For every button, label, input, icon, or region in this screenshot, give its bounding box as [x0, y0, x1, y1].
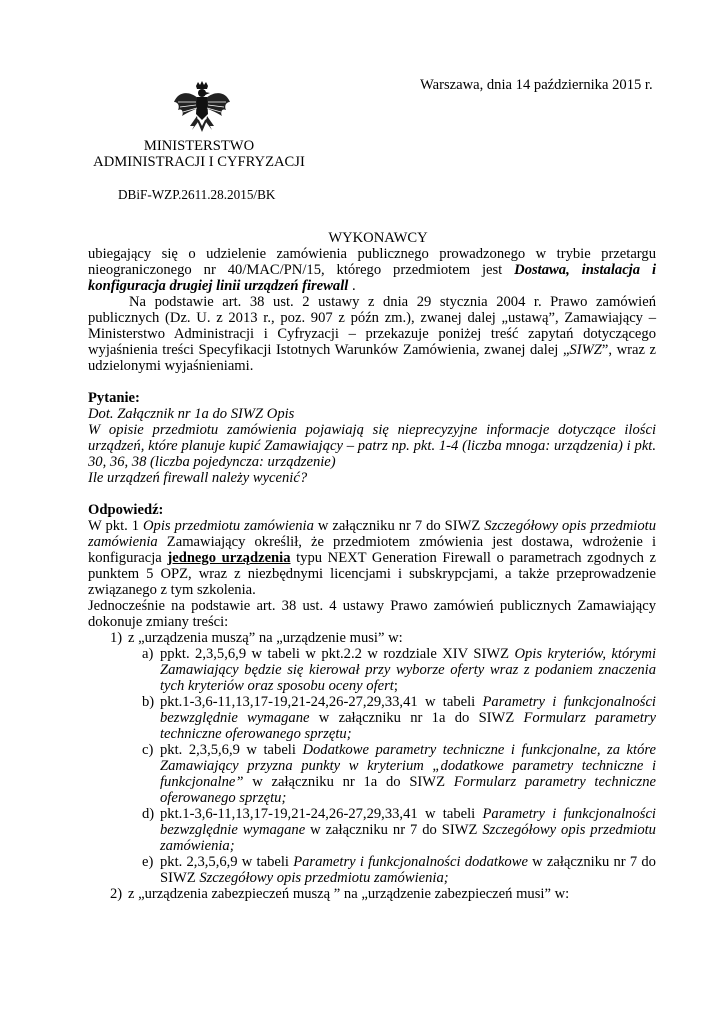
list-subitem-a: [88, 646, 656, 694]
list-subitem-c-text: [160, 742, 656, 806]
list-item-2-text: z „urządzenia zabezpieczeń muszą ” na „urządzenie zabezpieczeń musi” w:: [128, 886, 570, 902]
subitem-a-part1: ppkt. 2,3,5,6,9 w tabeli w pkt.2.2 w rozdziale XIV SIWZ: [160, 646, 515, 662]
subitem-e-part3: w załączniku nr 7 do SIWZ: [160, 854, 656, 886]
list-subitem-a-text: [160, 646, 656, 694]
subitem-d-part3: w załączniku nr 7 do SIWZ: [305, 822, 483, 838]
answer-paragraph-1: [88, 518, 656, 598]
list-subitem-b-text: [160, 694, 656, 742]
list-subitem-b-letter: b): [142, 694, 155, 710]
document-body: [88, 246, 656, 902]
subitem-b-part2: Parametry i funkcjonalności bezwzględnie wymagane: [160, 694, 656, 726]
subitem-c-part2: Dodatkowe parametry techniczne i funkcjonalne, za które Zamawiający przyzna punkty w kryterium „dodatkowe parametry techniczne i funkcjonalne”: [160, 742, 656, 790]
list-subitem-d: [88, 806, 656, 854]
intro-paragraph-2: [88, 294, 656, 374]
list-subitem-e: [88, 854, 656, 886]
intro-p2-siwz: SIWZ: [569, 342, 602, 358]
intro-paragraph-1: [88, 246, 656, 294]
subitem-a-part2: Opis kryteriów, którymi Zamawiający będzie się kierował przy wyborze oferty wraz z podaniem znaczenia tych kryteriów oraz sposobu oceny ofert: [160, 646, 656, 694]
list-subitem-c: [88, 742, 656, 806]
ministry-line-1: MINISTERSTWO: [143, 138, 255, 154]
subitem-c-part4: Formularz parametry techniczne oferowanego sprzętu;: [160, 774, 656, 806]
list-subitem-e-letter: e): [142, 854, 154, 870]
answer-a4: Szczegółowy opis przedmiotu zamówienia: [88, 518, 656, 550]
question-line-1: Dot. Załącznik nr 1a do SIWZ Opis: [88, 406, 295, 422]
question-line-3: Ile urządzeń firewall należy wycenić?: [88, 470, 308, 486]
answer-a5: Zamawiający określił, że przedmiotem zmówienia jest dostawa, wdrożenie i konfiguracja: [88, 534, 656, 566]
list-subitem-d-letter: d): [142, 806, 155, 822]
ministry-line-2: ADMINISTRACJI I CYFRYZACJI: [93, 154, 305, 170]
list-item-1-text: z „urządzenia muszą” na „urządzenie musi” w:: [128, 630, 403, 646]
answer-emphasis-one-device: jednego urządzenia: [167, 550, 291, 566]
list-item-2: [88, 886, 656, 902]
list-subitem-a-letter: a): [142, 646, 154, 662]
list-item-2-number: 2): [110, 886, 123, 902]
intro-p1-subject: Dostawa, instalacja i konfiguracja drugiej linii urządzeń firewall: [88, 262, 656, 294]
subitem-b-part4: Formularz parametry techniczne oferowanego sprzętu;: [160, 710, 657, 742]
document-date: Warszawa, dnia 14 października 2015 r.: [420, 77, 653, 93]
list-subitem-d-text: [160, 806, 656, 854]
list-subitem-b: [88, 694, 656, 742]
heading-wykonawcy: WYKONAWCY: [328, 230, 428, 246]
intro-p2-text: Na podstawie art. 38 ust. 2 ustawy z dnia 29 stycznia 2004 r. Prawo zamówień publicznych (Dz. U. z 2013 r., poz. 907 z późn zm.), zwanej dalej „ustawą”, Zamawiający – Ministerstwo Administracji i Cyfryzacji – przekazuje poniżej treść zapytań dotyczącego wyjaśnienia treści Specyfikacji Istotnych Warunków Zamówienia, zwanej dalej „: [88, 294, 656, 358]
subitem-c-part1: pkt. 2,3,5,6,9 w tabeli: [160, 742, 303, 758]
subitem-e-part2: Parametry i funkcjonalności dodatkowe: [293, 854, 528, 870]
intro-p1-text: ubiegający się o udzielenie zamówienia publicznego prowadzonego w trybie przetargu nieograniczonego nr 40/MAC/PN/15, którego przedmiotem jest: [88, 246, 656, 278]
intro-p2-end: ”, wraz z udzielonymi wyjaśnieniami.: [88, 342, 656, 374]
list-subitem-e-text: [160, 854, 656, 886]
list-subitem-c-letter: c): [142, 742, 154, 758]
list-item-1-number: 1): [110, 630, 123, 646]
question-line-2: W opisie przedmiotu zamówienia pojawiają się nieprecyzyjne informacje dotyczące ilości urządzeń, które planuje kupić Zamawiający – patrz np. pkt. 1-4 (liczba mnoga: urządzenia) i pkt. 30, 36, 38 (liczba pojedyncza: urządzenie): [88, 422, 656, 470]
subitem-d-part4: Szczegółowy opis przedmiotu zamówienia;: [160, 822, 656, 854]
subitem-d-part1: pkt.1-3,6-11,13,17-19,21-24,26-27,29,33,41 w tabeli: [160, 806, 483, 822]
subitem-a-part3: ;: [393, 678, 398, 694]
subitem-b-part3: w załączniku nr 1a do SIWZ: [309, 710, 524, 726]
subitem-b-part1: pkt.1-3,6-11,13,17-19,21-24,26-27,29,33,41 w tabeli: [160, 694, 483, 710]
list-item-1: [88, 630, 656, 646]
reference-number: DBiF-WZP.2611.28.2015/BK: [118, 187, 276, 202]
eagle-emblem-icon: [170, 80, 234, 144]
answer-a3: w załączniku nr 7 do SIWZ: [313, 518, 485, 534]
ministry-name: [70, 138, 328, 170]
question-label: Pytanie:: [88, 390, 140, 406]
answer-a7: typu NEXT Generation Firewall o parametrach zgodnych z punktem 5 OPZ, wraz z niezbędnymi licencjami i subskrypcjami, a także przeprowadzenie związanego z tym szkolenia.: [88, 550, 656, 598]
subitem-d-part2: Parametry i funkcjonalności bezwzględnie wymagane: [160, 806, 656, 838]
subitem-c-part3: w załączniku nr 1a do SIWZ: [243, 774, 454, 790]
answer-a2: Opis przedmiotu zamówienia: [143, 518, 314, 534]
intro-p1-end: .: [348, 278, 356, 294]
subitem-e-part1: pkt. 2,3,5,6,9 w tabeli: [160, 854, 294, 870]
answer-paragraph-2: Jednocześnie na podstawie art. 38 ust. 4 ustawy Prawo zamówień publicznych Zamawiający dokonuje zmiany treści:: [88, 598, 656, 630]
answer-label: Odpowiedź:: [88, 502, 164, 518]
subitem-e-part4: Szczegółowy opis przedmiotu zamówienia;: [199, 870, 449, 886]
answer-a1: W pkt. 1: [88, 518, 143, 534]
